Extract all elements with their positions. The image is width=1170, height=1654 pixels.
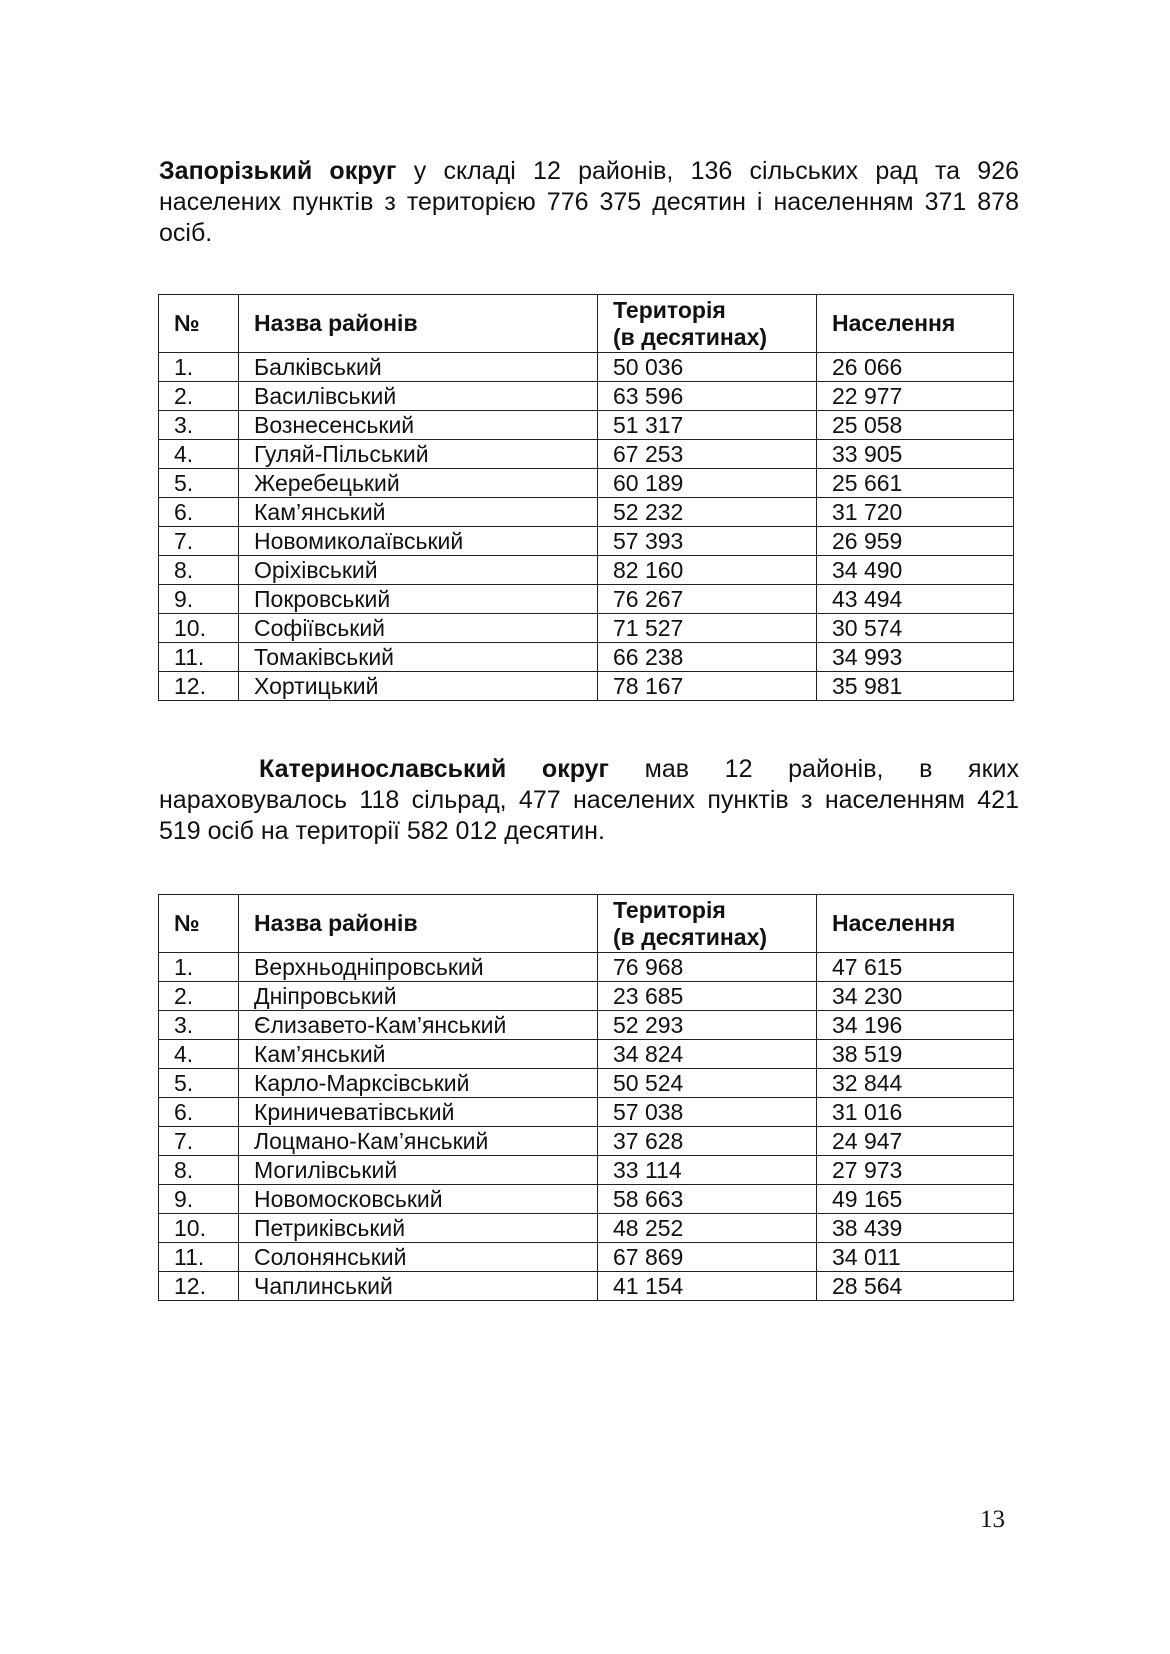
cell-population: 34 993 bbox=[817, 643, 1014, 672]
cell-territory: 60 189 bbox=[598, 469, 817, 498]
cell-district-name: Томаківський bbox=[239, 643, 598, 672]
table-row bbox=[159, 1272, 1014, 1301]
cell-population: 34 230 bbox=[817, 982, 1014, 1011]
cell-population: 27 973 bbox=[817, 1156, 1014, 1185]
cell-number: 2. bbox=[159, 382, 239, 411]
cell-territory: 63 596 bbox=[598, 382, 817, 411]
cell-population: 43 494 bbox=[817, 585, 1014, 614]
cell-district-name: Жеребецький bbox=[239, 469, 598, 498]
header-number: № bbox=[159, 295, 239, 353]
page-number: 13 bbox=[980, 1506, 1005, 1533]
section-zaporizhzhia-text: у складі 12 районів, 136 сільських рад та 926 населених пунктів з територією 776 375 десятин і населенням 371 878 осіб. bbox=[159, 157, 1020, 247]
cell-territory: 57 393 bbox=[598, 527, 817, 556]
cell-territory: 76 968 bbox=[598, 953, 817, 982]
cell-population: 25 661 bbox=[817, 469, 1014, 498]
cell-district-name: Оріхівський bbox=[239, 556, 598, 585]
table-row bbox=[159, 1098, 1014, 1127]
section-katerynoslav-text: мав 12 районів, в яких нараховувалось 118 сільрад, 477 населених пунктів з населенням 421 519 осіб на території 582 012 десятин. bbox=[159, 755, 1019, 845]
cell-population: 28 564 bbox=[817, 1272, 1014, 1301]
table-row bbox=[159, 1069, 1014, 1098]
table-row bbox=[159, 1243, 1014, 1272]
table-row bbox=[159, 614, 1014, 643]
cell-district-name: Кам’янський bbox=[239, 498, 598, 527]
table-row bbox=[159, 1185, 1014, 1214]
cell-number: 5. bbox=[159, 1069, 239, 1098]
table-row bbox=[159, 527, 1014, 556]
cell-number: 6. bbox=[159, 1098, 239, 1127]
table-row bbox=[159, 1127, 1014, 1156]
table-row bbox=[159, 353, 1014, 382]
cell-number: 9. bbox=[159, 1185, 239, 1214]
cell-number: 2. bbox=[159, 982, 239, 1011]
cell-district-name: Єлизавето-Кам’янський bbox=[239, 1011, 598, 1040]
cell-population: 24 947 bbox=[817, 1127, 1014, 1156]
section-katerynoslav-intro bbox=[159, 754, 1019, 847]
table-row bbox=[159, 1040, 1014, 1069]
cell-number: 3. bbox=[159, 411, 239, 440]
cell-population: 31 016 bbox=[817, 1098, 1014, 1127]
cell-population: 47 615 bbox=[817, 953, 1014, 982]
table-row bbox=[159, 982, 1014, 1011]
cell-population: 33 905 bbox=[817, 440, 1014, 469]
cell-territory: 71 527 bbox=[598, 614, 817, 643]
header-population: Населення bbox=[817, 895, 1014, 953]
cell-territory: 34 824 bbox=[598, 1040, 817, 1069]
cell-territory: 52 293 bbox=[598, 1011, 817, 1040]
cell-district-name: Кам’янський bbox=[239, 1040, 598, 1069]
section-katerynoslav-heading: Катеринославський округ bbox=[259, 755, 609, 783]
cell-district-name: Новомосковський bbox=[239, 1185, 598, 1214]
header-territory: Територія (в десятинах) bbox=[598, 895, 817, 953]
cell-district-name: Могилівський bbox=[239, 1156, 598, 1185]
table-row bbox=[159, 382, 1014, 411]
cell-population: 26 959 bbox=[817, 527, 1014, 556]
cell-number: 4. bbox=[159, 440, 239, 469]
cell-district-name: Лоцмано-Кам’янський bbox=[239, 1127, 598, 1156]
table-row bbox=[159, 440, 1014, 469]
cell-district-name: Новомиколаївський bbox=[239, 527, 598, 556]
cell-territory: 67 253 bbox=[598, 440, 817, 469]
table-row bbox=[159, 1156, 1014, 1185]
cell-territory: 50 524 bbox=[598, 1069, 817, 1098]
katerynoslav-districts-table bbox=[158, 894, 1014, 1301]
cell-population: 31 720 bbox=[817, 498, 1014, 527]
table-row bbox=[159, 411, 1014, 440]
section-zaporizhzhia-heading: Запорізький округ bbox=[159, 157, 397, 185]
table-row bbox=[159, 1011, 1014, 1040]
cell-number: 1. bbox=[159, 353, 239, 382]
table-header-row bbox=[159, 895, 1014, 953]
zaporizhzhia-districts-table bbox=[158, 294, 1014, 701]
table-row bbox=[159, 1214, 1014, 1243]
header-district-name: Назва районів bbox=[239, 895, 598, 953]
cell-district-name: Криничеватівський bbox=[239, 1098, 598, 1127]
cell-population: 32 844 bbox=[817, 1069, 1014, 1098]
table-row bbox=[159, 643, 1014, 672]
cell-district-name: Верхньодніпровський bbox=[239, 953, 598, 982]
cell-territory: 41 154 bbox=[598, 1272, 817, 1301]
header-territory: Територія (в десятинах) bbox=[598, 295, 817, 353]
cell-population: 34 196 bbox=[817, 1011, 1014, 1040]
header-number: № bbox=[159, 895, 239, 953]
cell-territory: 23 685 bbox=[598, 982, 817, 1011]
cell-number: 12. bbox=[159, 1272, 239, 1301]
cell-number: 3. bbox=[159, 1011, 239, 1040]
table-row bbox=[159, 556, 1014, 585]
cell-number: 10. bbox=[159, 614, 239, 643]
cell-territory: 57 038 bbox=[598, 1098, 817, 1127]
cell-population: 25 058 bbox=[817, 411, 1014, 440]
cell-district-name: Гуляй-Пільський bbox=[239, 440, 598, 469]
cell-number: 7. bbox=[159, 527, 239, 556]
cell-territory: 51 317 bbox=[598, 411, 817, 440]
cell-territory: 50 036 bbox=[598, 353, 817, 382]
header-population: Населення bbox=[817, 295, 1014, 353]
cell-district-name: Дніпровський bbox=[239, 982, 598, 1011]
cell-population: 35 981 bbox=[817, 672, 1014, 701]
cell-number: 11. bbox=[159, 643, 239, 672]
cell-number: 11. bbox=[159, 1243, 239, 1272]
cell-district-name: Чаплинський bbox=[239, 1272, 598, 1301]
cell-population: 34 011 bbox=[817, 1243, 1014, 1272]
cell-district-name: Хортицький bbox=[239, 672, 598, 701]
cell-territory: 76 267 bbox=[598, 585, 817, 614]
cell-district-name: Карло-Марксівський bbox=[239, 1069, 598, 1098]
cell-population: 38 439 bbox=[817, 1214, 1014, 1243]
table-row bbox=[159, 498, 1014, 527]
cell-district-name: Вознесенський bbox=[239, 411, 598, 440]
cell-territory: 52 232 bbox=[598, 498, 817, 527]
cell-territory: 66 238 bbox=[598, 643, 817, 672]
cell-number: 6. bbox=[159, 498, 239, 527]
cell-number: 10. bbox=[159, 1214, 239, 1243]
cell-district-name: Василівський bbox=[239, 382, 598, 411]
table-row bbox=[159, 585, 1014, 614]
cell-territory: 48 252 bbox=[598, 1214, 817, 1243]
cell-population: 26 066 bbox=[817, 353, 1014, 382]
cell-population: 38 519 bbox=[817, 1040, 1014, 1069]
cell-number: 4. bbox=[159, 1040, 239, 1069]
cell-territory: 33 114 bbox=[598, 1156, 817, 1185]
cell-population: 49 165 bbox=[817, 1185, 1014, 1214]
cell-number: 8. bbox=[159, 556, 239, 585]
cell-territory: 78 167 bbox=[598, 672, 817, 701]
table-row bbox=[159, 953, 1014, 982]
header-district-name: Назва районів bbox=[239, 295, 598, 353]
cell-number: 9. bbox=[159, 585, 239, 614]
cell-population: 22 977 bbox=[817, 382, 1014, 411]
cell-district-name: Солонянський bbox=[239, 1243, 598, 1272]
table-header-row bbox=[159, 295, 1014, 353]
cell-district-name: Петриківський bbox=[239, 1214, 598, 1243]
cell-population: 30 574 bbox=[817, 614, 1014, 643]
cell-territory: 37 628 bbox=[598, 1127, 817, 1156]
cell-territory: 67 869 bbox=[598, 1243, 817, 1272]
cell-number: 12. bbox=[159, 672, 239, 701]
cell-population: 34 490 bbox=[817, 556, 1014, 585]
cell-number: 7. bbox=[159, 1127, 239, 1156]
cell-territory: 58 663 bbox=[598, 1185, 817, 1214]
cell-number: 1. bbox=[159, 953, 239, 982]
table-row bbox=[159, 469, 1014, 498]
cell-district-name: Покровський bbox=[239, 585, 598, 614]
cell-district-name: Балківський bbox=[239, 353, 598, 382]
cell-district-name: Софіївський bbox=[239, 614, 598, 643]
table-row bbox=[159, 672, 1014, 701]
cell-number: 8. bbox=[159, 1156, 239, 1185]
cell-number: 5. bbox=[159, 469, 239, 498]
section-zaporizhzhia-intro bbox=[159, 156, 1019, 249]
cell-territory: 82 160 bbox=[598, 556, 817, 585]
